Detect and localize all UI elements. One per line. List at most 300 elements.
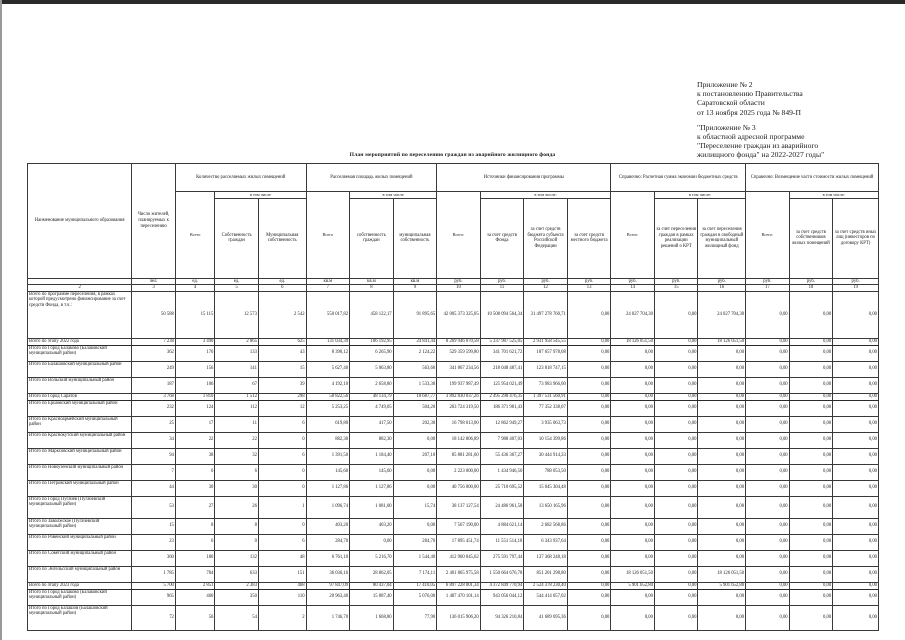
value-cell: 2 524 378 230,40: [524, 582, 568, 589]
value-cell: 468: [258, 582, 306, 589]
value-cell: 58 822,56: [306, 393, 350, 400]
value-cell: 18 126 051,50: [698, 566, 746, 582]
value-cell: 1 127,86: [306, 480, 350, 496]
value-cell: 0: [258, 432, 306, 448]
value-cell: 0,00: [746, 589, 790, 605]
value-cell: 123 818 747,15: [524, 361, 568, 377]
value-cell: 0,00: [611, 400, 655, 416]
value-cell: 0,00: [833, 605, 879, 630]
value-cell: 17: [175, 416, 215, 432]
municipality-name-cell: Итого по Город Пугачев (Пугачевский муниципальный район): [28, 496, 132, 518]
annex-line: Саратовской области: [697, 98, 765, 108]
municipality-name-cell: Итого по Город Балашов (Балашовский муниципальный район): [28, 605, 132, 630]
table-row: [28, 480, 879, 496]
value-cell: 0,00: [789, 518, 833, 534]
value-cell: 12: [258, 400, 306, 416]
value-cell: 851 201 298,80: [524, 566, 568, 582]
value-cell: 8: [215, 518, 259, 534]
value-cell: 15 115: [175, 291, 215, 338]
value-cell: 11 551 514,10: [480, 534, 524, 550]
value-cell: 0,00: [746, 464, 790, 480]
value-cell: 15 045 304,48: [524, 480, 568, 496]
value-cell: 0,00: [611, 496, 655, 518]
column-number-cell: 19: [833, 285, 879, 292]
value-cell: 1 668,80: [350, 605, 394, 630]
value-cell: 28 862,05: [350, 566, 394, 582]
value-cell: 0,00: [567, 432, 611, 448]
program-line: к областной адресной программе: [697, 132, 805, 142]
value-cell: 417,50: [350, 416, 394, 432]
municipality-name-cell: Итого по Советский муниципальный район: [28, 550, 132, 566]
value-cell: 0,00: [567, 480, 611, 496]
program-line: жилищного фонда" на 2022-2027 годы": [697, 150, 825, 160]
value-cell: 6 343 937,64: [524, 534, 568, 550]
value-cell: 0,00: [654, 464, 698, 480]
value-cell: 0,00: [567, 400, 611, 416]
value-cell: 94: [132, 448, 176, 464]
value-cell: 0,00: [654, 361, 698, 377]
value-cell: 97 847,09: [306, 582, 350, 589]
value-cell: 0,00: [654, 416, 698, 432]
value-cell: 0,00: [746, 534, 790, 550]
value-cell: 0,00: [698, 361, 746, 377]
value-cell: 0,00: [833, 291, 879, 338]
value-cell: 141: [215, 361, 259, 377]
header-savings-free: за счет переселения граждан в свободный муниципальный жилищный фонд: [698, 198, 746, 278]
column-number-cell: 4: [175, 285, 215, 292]
value-cell: 137 368 248,18: [524, 550, 568, 566]
value-cell: 0,00: [698, 400, 746, 416]
value-cell: 0,00: [698, 518, 746, 534]
value-cell: 1: [258, 496, 306, 518]
table-row: [28, 464, 879, 480]
header-fund-fond: за счет средств Фонда: [480, 198, 524, 278]
municipality-name-cell: Всего по этапу 2023 года: [28, 582, 132, 589]
value-cell: 48 134,79: [350, 393, 394, 400]
municipality-name-cell: Итого по Краснокутский муниципальный район: [28, 432, 132, 448]
value-cell: 0,00: [746, 582, 790, 589]
value-cell: 0,00: [833, 448, 879, 464]
municipality-name-cell: Итого по Ровенский муниципальный район: [28, 534, 132, 550]
table-row: [28, 400, 879, 416]
municipality-name-cell: Итого по Балашовский муниципальный район: [28, 361, 132, 377]
table-row: [28, 345, 879, 361]
table-body: [28, 291, 879, 630]
value-cell: 7 988 407,03: [480, 432, 524, 448]
column-number-cell: 13: [567, 285, 611, 292]
value-cell: 0,00: [789, 345, 833, 361]
value-cell: 0,00: [746, 496, 790, 518]
municipality-name-cell: Итого по Вольский муниципальный район: [28, 377, 132, 393]
value-cell: 529 359 599,80: [437, 345, 481, 361]
value-cell: 0,00: [833, 400, 879, 416]
value-cell: 544 414 057,02: [524, 589, 568, 605]
table-row: [28, 534, 879, 550]
value-cell: 5 063,80: [350, 361, 394, 377]
value-cell: 360: [132, 550, 176, 566]
value-cell: 1 081,00: [350, 496, 394, 518]
value-cell: 350: [215, 589, 259, 605]
value-cell: 0,00: [567, 464, 611, 480]
value-cell: 0,00: [789, 550, 833, 566]
unit-cell: кв.м: [393, 278, 437, 285]
header-name: Наименование муниципального образования: [28, 164, 132, 279]
value-cell: 0,00: [611, 464, 655, 480]
unit-cell: руб.: [437, 278, 481, 285]
value-cell: 4 884 621,14: [480, 518, 524, 534]
value-cell: 0,00: [789, 400, 833, 416]
value-cell: 1 544,40: [393, 550, 437, 566]
value-cell: 263 724 319,50: [437, 400, 481, 416]
value-cell: 39: [258, 377, 306, 393]
value-cell: 0,00: [654, 496, 698, 518]
value-cell: 132: [215, 550, 259, 566]
value-cell: 0,00: [789, 496, 833, 518]
value-cell: 504,20: [393, 400, 437, 416]
value-cell: 0,00: [567, 496, 611, 518]
municipality-name-cell: Итого по Энгельсский муниципальный район: [28, 566, 132, 582]
value-cell: 91 895,65: [393, 291, 437, 338]
value-cell: 0,00: [393, 432, 437, 448]
header-including: в том числе:: [480, 192, 611, 199]
value-cell: 0,00: [654, 589, 698, 605]
value-cell: 0,00: [567, 534, 611, 550]
column-number-cell: 11: [480, 285, 524, 292]
value-cell: 0,00: [789, 480, 833, 496]
value-cell: 0,00: [789, 448, 833, 464]
unit-cell: [28, 278, 132, 285]
value-cell: 0,00: [567, 518, 611, 534]
value-cell: 0,00: [393, 518, 437, 534]
value-cell: 106: [175, 377, 215, 393]
value-cell: 18 126 051,50: [698, 338, 746, 345]
value-cell: 2 682 568,86: [524, 518, 568, 534]
value-cell: 6: [258, 448, 306, 464]
value-cell: 965: [132, 589, 176, 605]
annex-line: Приложение № 2: [697, 80, 753, 89]
value-cell: 145,60: [306, 464, 350, 480]
value-cell: 145,60: [350, 464, 394, 480]
unit-cell: ед.: [215, 278, 259, 285]
value-cell: 3 892 830 037,26: [437, 393, 481, 400]
value-cell: 0,00: [833, 582, 879, 589]
value-cell: 31 497 278 760,71: [524, 291, 568, 338]
value-cell: 0,00: [833, 377, 879, 393]
value-cell: 2 383: [215, 582, 259, 589]
value-cell: 23: [132, 534, 176, 550]
value-cell: 0,00: [789, 338, 833, 345]
value-cell: 4 749,05: [350, 400, 394, 416]
value-cell: 0,00: [611, 345, 655, 361]
header-comp-total: Всего:: [746, 192, 790, 279]
value-cell: 0: [258, 480, 306, 496]
table-row: [28, 589, 879, 605]
header-comp-investors: за счет средств иных лиц (инвесторов по договору КРТ): [833, 198, 879, 278]
header-rooms-municipal: Муниципальная собственность: [258, 198, 306, 278]
column-number-cell: 12: [524, 285, 568, 292]
header-including: в том числе:: [789, 192, 878, 199]
value-cell: 80 437,04: [350, 582, 394, 589]
header-area-municipal: муниципальная собственность: [393, 198, 437, 278]
value-cell: 0,00: [654, 518, 698, 534]
value-cell: 0,00: [654, 291, 698, 338]
value-cell: 0: [215, 534, 259, 550]
value-cell: 0,00: [789, 361, 833, 377]
value-cell: 131 034,39: [306, 338, 350, 345]
value-cell: 0,00: [611, 589, 655, 605]
table-row: [28, 291, 879, 338]
value-cell: 38: [175, 448, 215, 464]
value-cell: 0,00: [654, 393, 698, 400]
value-cell: 10 508 094 564,34: [480, 291, 524, 338]
value-cell: 53: [132, 496, 176, 518]
value-cell: 2 401 865 975,58: [437, 566, 481, 582]
value-cell: 0,00: [698, 496, 746, 518]
value-cell: 5 700: [132, 582, 176, 589]
value-cell: 202,30: [393, 416, 437, 432]
value-cell: 0,00: [611, 432, 655, 448]
annex-line: к постановлению Правительства: [697, 89, 803, 99]
value-cell: 0,00: [746, 345, 790, 361]
value-cell: 18 126 051,50: [611, 566, 655, 582]
value-cell: 6: [258, 416, 306, 432]
value-cell: 0,00: [789, 291, 833, 338]
municipality-name-cell: Итого по Марксовский муниципальный район: [28, 448, 132, 464]
value-cell: 6: [215, 464, 259, 480]
value-cell: 0,00: [654, 550, 698, 566]
unit-cell: руб.: [567, 278, 611, 285]
value-cell: 0,00: [833, 480, 879, 496]
value-cell: 187 657 978,08: [524, 345, 568, 361]
value-cell: 26: [215, 496, 259, 518]
value-cell: 0,00: [833, 432, 879, 448]
table-row: [28, 605, 879, 630]
value-cell: 0,00: [789, 432, 833, 448]
value-cell: 0,00: [746, 416, 790, 432]
value-cell: 0,00: [833, 338, 879, 345]
value-cell: 6: [175, 534, 215, 550]
value-cell: 403,20: [306, 518, 350, 534]
column-number-cell: 9: [393, 285, 437, 292]
value-cell: 0,00: [698, 393, 746, 400]
value-cell: 207,10: [393, 448, 437, 464]
value-cell: 0,00: [789, 534, 833, 550]
value-cell: 0,00: [654, 566, 698, 582]
column-number-cell: 5: [215, 285, 259, 292]
value-cell: 94 326 210,84: [480, 605, 524, 630]
value-cell: 0,00: [746, 448, 790, 464]
value-cell: 0,00: [833, 550, 879, 566]
value-cell: 2 658,80: [350, 377, 394, 393]
value-cell: 0,00: [611, 377, 655, 393]
value-cell: 341 701 621,72: [480, 345, 524, 361]
value-cell: 0,00: [833, 566, 879, 582]
value-cell: 11: [215, 416, 259, 432]
value-cell: 1 746,70: [306, 605, 350, 630]
municipality-name-cell: Итого по Заволжское (Пугачевский муниципальный район): [28, 518, 132, 534]
unit-cell: кв.м: [350, 278, 394, 285]
table-row: [28, 582, 879, 589]
municipality-name-cell: Всего по этапу 2022 года: [28, 338, 132, 345]
value-cell: 0,00: [567, 393, 611, 400]
value-cell: 0,00: [611, 448, 655, 464]
value-cell: 10 687,77: [393, 393, 437, 400]
value-cell: 0,00: [746, 393, 790, 400]
header-including: в том числе: [215, 192, 306, 199]
column-number-cell: 14: [611, 285, 655, 292]
value-cell: 0,00: [746, 377, 790, 393]
header-savings-krt: за счет переселения граждан в рамках реализации решений о КРТ: [654, 198, 698, 278]
value-cell: 0,00: [611, 480, 655, 496]
value-cell: 0,00: [698, 464, 746, 480]
value-cell: 6 897 228 001,34: [437, 582, 481, 589]
value-cell: 0: [258, 464, 306, 480]
value-cell: 77,90: [393, 605, 437, 630]
value-cell: 6 761,10: [306, 550, 350, 566]
value-cell: 298: [258, 393, 306, 400]
value-cell: 106 192,95: [350, 338, 394, 345]
value-cell: 50 588: [132, 291, 176, 338]
value-cell: 0,00: [746, 291, 790, 338]
column-number-cell: 16: [698, 285, 746, 292]
value-cell: 882,30: [350, 432, 394, 448]
unit-cell: кв.м: [306, 278, 350, 285]
header-area-private: собственность граждан: [350, 198, 394, 278]
header-savings-total: Всего:: [611, 192, 655, 279]
value-cell: 151: [258, 566, 306, 582]
value-cell: 10 154 399,86: [524, 432, 568, 448]
value-cell: 0,00: [393, 464, 437, 480]
column-number-cell: 15: [654, 285, 698, 292]
value-cell: 24 027 704,30: [698, 291, 746, 338]
value-cell: 27: [175, 496, 215, 518]
value-cell: 284,70: [393, 534, 437, 550]
value-cell: 6 265,90: [350, 345, 394, 361]
value-cell: 0,00: [567, 416, 611, 432]
value-cell: 34: [132, 432, 176, 448]
value-cell: 5 216,70: [350, 550, 394, 566]
column-numbers-row: [28, 285, 879, 292]
value-cell: 18 126 051,50: [611, 338, 655, 345]
column-number-cell: 8: [350, 285, 394, 292]
value-cell: 362: [132, 345, 176, 361]
value-cell: 218 048 487,41: [480, 361, 524, 377]
program-line: "Переселение граждан из аварийного: [697, 141, 819, 151]
value-cell: 110: [258, 589, 306, 605]
value-cell: 18 142 806,89: [437, 432, 481, 448]
value-cell: 2 931 958 545,55: [524, 338, 568, 345]
column-number-cell: 2: [28, 285, 132, 292]
value-cell: 0: [258, 518, 306, 534]
value-cell: 550 017,82: [306, 291, 350, 338]
value-cell: 0,00: [654, 605, 698, 630]
header-fund-local: за счет средств местного бюджета: [567, 198, 611, 278]
units-row: [28, 278, 879, 285]
value-cell: 232: [132, 400, 176, 416]
table-row: [28, 496, 879, 518]
value-cell: 0,00: [611, 605, 655, 630]
value-cell: 30: [215, 480, 259, 496]
value-cell: 22: [175, 432, 215, 448]
program-line: "Приложение № 3: [697, 122, 756, 132]
value-cell: 17 895 451,74: [437, 534, 481, 550]
value-cell: 0,00: [698, 416, 746, 432]
value-cell: 0,00: [611, 393, 655, 400]
value-cell: 0,00: [789, 566, 833, 582]
value-cell: 7 238: [132, 338, 176, 345]
value-cell: 73 983 966,00: [524, 377, 568, 393]
value-cell: 24 486 961,58: [480, 496, 524, 518]
value-cell: 124: [175, 400, 215, 416]
unit-cell: ед.: [175, 278, 215, 285]
value-cell: 20 963,40: [306, 589, 350, 605]
value-cell: 67: [215, 377, 259, 393]
value-cell: 0,00: [789, 416, 833, 432]
annex-header: [697, 80, 897, 160]
value-cell: 275 591 797,44: [480, 550, 524, 566]
value-cell: 0,00: [833, 361, 879, 377]
value-cell: 5 076,00: [393, 589, 437, 605]
value-cell: 0,00: [567, 361, 611, 377]
value-cell: 22: [215, 432, 259, 448]
value-cell: 2 495 298 476,35: [480, 393, 524, 400]
unit-cell: руб.: [746, 278, 790, 285]
value-cell: 0,00: [654, 582, 698, 589]
column-number-cell: 17: [746, 285, 790, 292]
value-cell: 0,00: [789, 589, 833, 605]
value-cell: 2 542: [258, 291, 306, 338]
value-cell: 0,00: [746, 361, 790, 377]
value-cell: 42 005 373 325,05: [437, 291, 481, 338]
value-cell: 112: [215, 400, 259, 416]
value-cell: 8 269 946 070,58: [437, 338, 481, 345]
value-cell: 12 862 949,27: [480, 416, 524, 432]
municipality-name-cell: Всего по программе переселения, в рамках которой предусмотрено финансирование за счет средств Фонда, в т.ч.:: [28, 291, 132, 338]
value-cell: 38 137 127,54: [437, 496, 481, 518]
column-number-cell: 7: [306, 285, 350, 292]
value-cell: 0,00: [567, 377, 611, 393]
scan-top-edge: [0, 0, 905, 4]
header-residents: Число жителей, планируемых к переселению: [132, 164, 176, 279]
value-cell: 0,00: [746, 400, 790, 416]
value-cell: 5 253,25: [306, 400, 350, 416]
value-cell: 625: [258, 338, 306, 345]
value-cell: 5 337 987 525,05: [480, 338, 524, 345]
value-cell: 0,00: [654, 345, 698, 361]
value-cell: 0,00: [611, 361, 655, 377]
value-cell: 0,00: [654, 338, 698, 345]
value-cell: 125 954 021,49: [480, 377, 524, 393]
table-row: [28, 361, 879, 377]
value-cell: 403,20: [350, 518, 394, 534]
value-cell: 30 444 914,33: [524, 448, 568, 464]
unit-cell: руб.: [524, 278, 568, 285]
municipality-name-cell: Итого по Город Саратов: [28, 393, 132, 400]
value-cell: 460: [175, 589, 215, 605]
table-row: [28, 448, 879, 464]
value-cell: 176: [175, 345, 215, 361]
value-cell: 40 756 000,00: [437, 480, 481, 496]
value-cell: 0,00: [698, 345, 746, 361]
value-cell: 0,00: [698, 432, 746, 448]
value-cell: 0,00: [611, 534, 655, 550]
value-cell: 0,00: [789, 582, 833, 589]
header-comp-owners: за счет средств собственников жилых помещений: [789, 198, 833, 278]
value-cell: 249: [132, 361, 176, 377]
municipality-name-cell: Итого по Новоузенский муниципальный район: [28, 464, 132, 480]
value-cell: 25 710 695,52: [480, 480, 524, 496]
table-row: [28, 377, 879, 393]
